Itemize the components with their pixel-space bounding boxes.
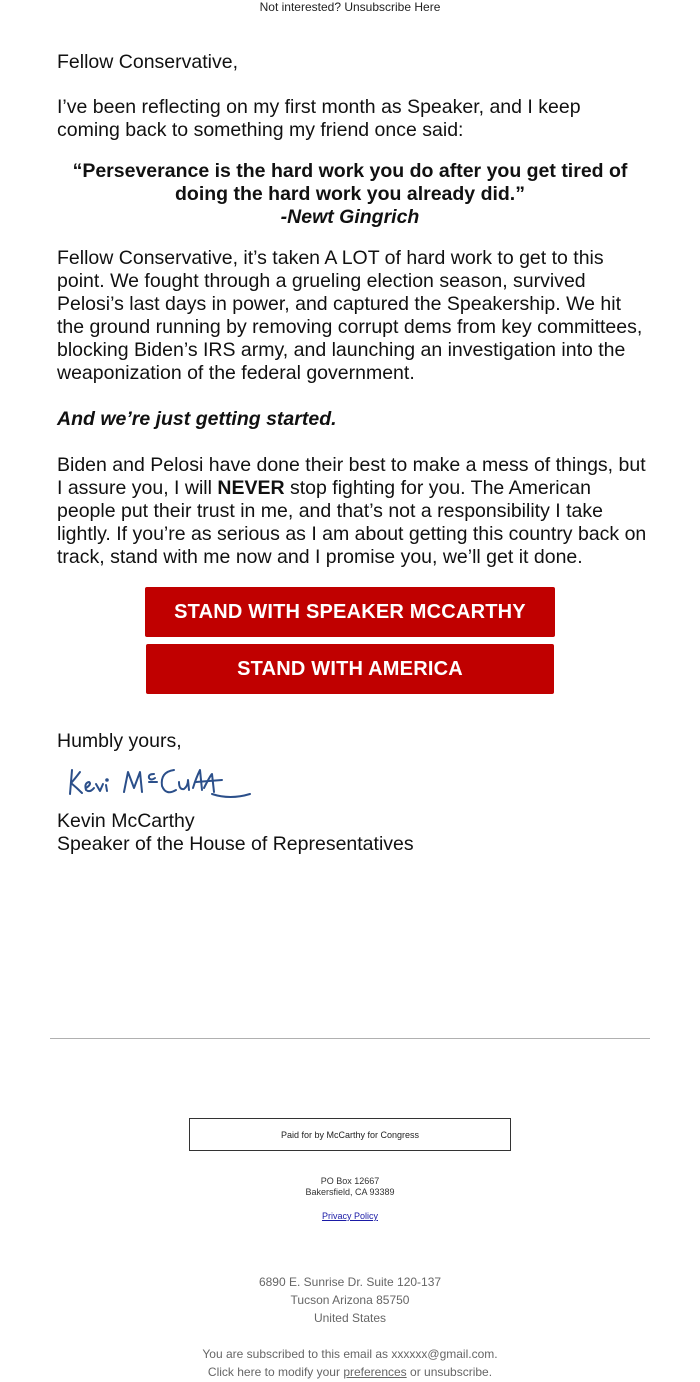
quote-text: “Perseverance is the hard work you do after you get tired of doing the hard work you already did.”: [72, 160, 628, 205]
unsubscribe-link[interactable]: Not interested? Unsubscribe Here: [259, 0, 441, 14]
getting-started-line: And we’re just getting started.: [57, 408, 337, 430]
body-paragraph-1: Fellow Conservative, it’s taken A LOT of hard work to get to this point. We fought through a grueling election season, survived Pelosi’s last days in power, and captured the Speakership. We hit the ground running by removing corrupt dems from key committees, blocking Biden’s IRS army, and launching an investigation into the weaponization of the federal government.: [57, 247, 643, 384]
never-emphasis: NEVER: [217, 477, 285, 499]
stand-with-speaker-button[interactable]: STAND WITH SPEAKER MCCARTHY: [145, 587, 555, 637]
greeting: Fellow Conservative,: [57, 51, 238, 73]
signature-image: [62, 760, 262, 812]
closing: Humbly yours,: [57, 730, 182, 752]
preferences-link[interactable]: preferences: [343, 1365, 407, 1379]
privacy-policy-link[interactable]: Privacy Policy: [321, 1211, 378, 1221]
paid-for-text: Paid for by McCarthy for Congress: [280, 1129, 420, 1140]
signer-name: Kevin McCarthy: [57, 810, 195, 832]
para2-text-before: Biden and Pelosi have done their best to make a mess of things, but I assure you, I will: [57, 454, 646, 499]
stand-with-america-button[interactable]: STAND WITH AMERICA: [146, 644, 554, 694]
subscription-notice: You are subscribed to this email as xxxxxx@gmail.com.: [202, 1347, 498, 1361]
signer-title: Speaker of the House of Representatives: [57, 833, 414, 855]
modify-preferences-line: [0, 1363, 700, 1381]
address-line-2: Tucson Arizona 85750: [290, 1293, 410, 1307]
privacy-policy-container: [0, 1211, 700, 1222]
para2-text-after: stop fighting for you. The American people put their trust in me, and that’s not a responsibility I take lightly. If you’re as serious as I am about getting this country back on track, stand with me now and I promise you, we’ll get it done.: [57, 477, 647, 568]
modify-text-before: Click here to modify your: [207, 1365, 344, 1379]
body-paragraph-2: [57, 454, 647, 569]
footer-divider: [50, 1038, 650, 1039]
modify-text-after: or unsubscribe.: [406, 1365, 493, 1379]
po-city: Bakersfield, CA 93389: [305, 1187, 395, 1197]
intro-paragraph: I’ve been reflecting on my first month as Speaker, and I keep coming back to something my friend once said:: [57, 96, 581, 141]
address-line-1: 6890 E. Sunrise Dr. Suite 120-137: [258, 1275, 442, 1289]
po-box: PO Box 12667: [320, 1176, 380, 1186]
quote-author: -Newt Gingrich: [280, 206, 420, 228]
paid-for-disclaimer: [189, 1118, 511, 1151]
address-line-3: United States: [313, 1311, 387, 1325]
